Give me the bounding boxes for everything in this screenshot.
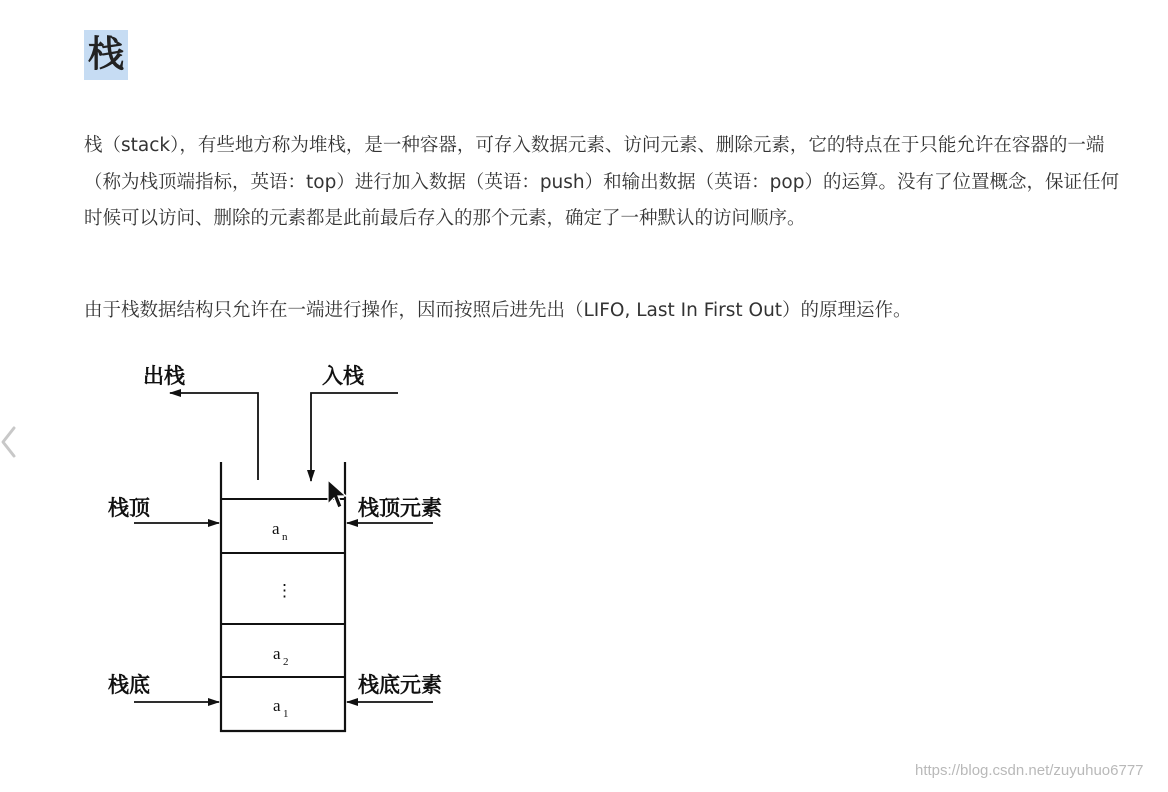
mouse-cursor-icon xyxy=(328,480,346,508)
pop-label: 出栈 xyxy=(143,363,185,388)
cell-an-label: a xyxy=(272,519,280,538)
push-label: 入栈 xyxy=(322,363,364,388)
top-label: 栈顶 xyxy=(108,495,150,520)
cell-a2-sub: 2 xyxy=(283,656,289,668)
bottom-label: 栈底 xyxy=(108,672,150,697)
cell-a1-sub: 1 xyxy=(283,708,289,720)
push-arrow xyxy=(311,393,398,481)
cell-a1-label: a xyxy=(273,696,281,715)
cell-a2-label: a xyxy=(273,644,281,663)
intro-paragraph: 栈（stack），有些地方称为堆栈，是一种容器，可存入数据元素、访问元素、删除元素，它的特点在于只能允许在容器的一端（称为栈顶端指标，英语：top）进行加入数据（英语：push）和输出数据（英语：pop）的运算。没有了位置概念，保证任何时候可以访问、删除的元素都是此前最后存入的那个元素，确定了一种默认的访问顺序。 xyxy=(84,135,1119,229)
pop-arrow xyxy=(170,393,258,480)
top-element-label: 栈顶元素 xyxy=(358,495,442,520)
cell-an-sub: n xyxy=(282,531,288,543)
watermark: https://blog.csdn.net/zuyuhuo6777 xyxy=(915,762,1144,779)
cell-ellipsis: ⋮ xyxy=(276,581,293,600)
page-title: 栈 xyxy=(84,30,128,80)
lifo-paragraph: 由于栈数据结构只允许在一端进行操作，因而按照后进先出（LIFO, Last In First Out）的原理运作。 xyxy=(84,300,912,321)
bottom-element-label: 栈底元素 xyxy=(358,672,442,697)
